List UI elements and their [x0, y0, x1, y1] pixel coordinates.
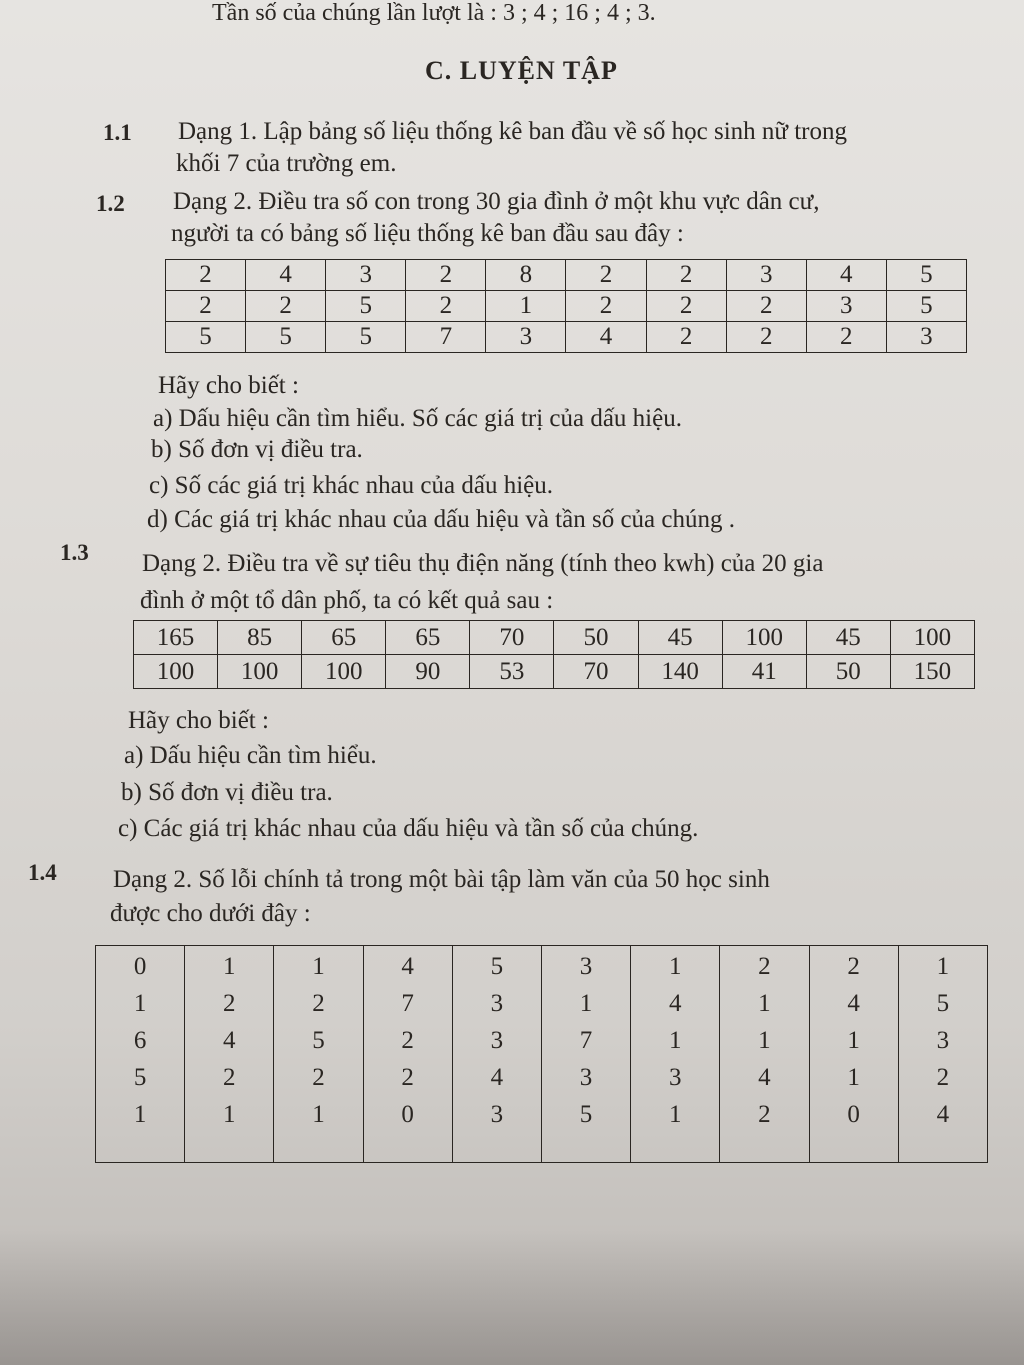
table-column-cell	[631, 946, 720, 1163]
table-cell: 3	[486, 322, 566, 353]
table-cell: 50	[806, 655, 890, 689]
table-value: 0	[133, 953, 147, 980]
table-value: 3	[579, 953, 593, 980]
table-cell: 3	[886, 322, 966, 353]
table-column-cell	[541, 946, 630, 1163]
exercise-number: 1.3	[60, 540, 89, 565]
table-cell: 3	[726, 260, 806, 291]
table-cell: 2	[166, 260, 246, 291]
table-column-cell	[363, 946, 452, 1163]
table-value: 4	[223, 1027, 236, 1054]
question-item: c) Các giá trị khác nhau của dấu hiệu và tần số của chúng.	[118, 815, 699, 842]
exercise-text: đình ở một tổ dân phố, ta có kết quả sau :	[140, 587, 554, 614]
question-item: a) Dấu hiệu cần tìm hiểu.	[124, 742, 377, 769]
exercise-text: Dạng 1. Lập bảng số liệu thống kê ban đầu về số học sinh nữ trong	[178, 118, 847, 145]
table-cell: 1	[486, 291, 566, 322]
table-value: 1	[668, 1027, 682, 1054]
table-cell: 2	[566, 291, 646, 322]
table-cell: 2	[726, 322, 806, 353]
table-cell: 100	[722, 621, 806, 655]
exercise-number: 1.2	[96, 191, 125, 216]
table-value: 1	[133, 1101, 147, 1128]
exercise-text: người ta có bảng số liệu thống kê ban đầu sau đây :	[171, 220, 684, 247]
table-value: 5	[312, 1027, 325, 1054]
table-cell: 2	[406, 260, 486, 291]
table-cell: 50	[554, 621, 638, 655]
table-value: 7	[401, 990, 414, 1017]
table-cell: 100	[134, 655, 218, 689]
table-value: 4	[668, 990, 682, 1017]
table-value: 4	[936, 1101, 950, 1128]
table-value: 1	[847, 1064, 860, 1091]
children-count-table	[165, 259, 967, 353]
table-value: 1	[758, 990, 771, 1017]
table-cell: 5	[326, 322, 406, 353]
question-item: b) Số đơn vị điều tra.	[121, 779, 333, 806]
table-value: 2	[312, 1064, 325, 1091]
table-cell: 90	[386, 655, 470, 689]
table-column-cell	[452, 946, 541, 1163]
exercise-text: khối 7 của trường em.	[176, 150, 397, 177]
table-cell: 2	[806, 322, 886, 353]
table-value: 2	[223, 990, 236, 1017]
table-cell: 45	[638, 621, 722, 655]
table-value: 5	[936, 990, 950, 1017]
table-value: 0	[847, 1101, 860, 1128]
table-cell: 100	[890, 621, 974, 655]
exercise-text: được cho dưới đây :	[110, 900, 311, 927]
table-cell: 5	[886, 260, 966, 291]
table-cell: 3	[326, 260, 406, 291]
table-value: 1	[223, 953, 236, 980]
table-value: 5	[490, 953, 504, 980]
table-value: 4	[847, 990, 860, 1017]
table-value: 1	[668, 1101, 682, 1128]
question-item: d) Các giá trị khác nhau của dấu hiệu và tần số của chúng .	[147, 506, 735, 533]
table-value: 4	[490, 1064, 504, 1091]
table-value: 3	[490, 1027, 504, 1054]
table-cell: 70	[554, 655, 638, 689]
electricity-table	[133, 620, 975, 689]
table-cell: 65	[386, 621, 470, 655]
table-cell: 65	[302, 621, 386, 655]
table-row	[134, 621, 975, 655]
table-row	[134, 655, 975, 689]
table-value: 1	[312, 1101, 325, 1128]
table-column-cell	[720, 946, 809, 1163]
table-cell: 4	[566, 322, 646, 353]
table-value: 3	[936, 1027, 950, 1054]
question-prompt: Hãy cho biết :	[128, 707, 269, 734]
table-value: 2	[401, 1064, 414, 1091]
table-cell: 7	[406, 322, 486, 353]
table-column-cell	[96, 946, 185, 1163]
table-value: 2	[847, 953, 860, 980]
table-value: 1	[579, 990, 593, 1017]
table-cell: 2	[166, 291, 246, 322]
table-cell: 8	[486, 260, 566, 291]
table-row	[166, 260, 967, 291]
table-value: 3	[668, 1064, 682, 1091]
table-cell: 5	[326, 291, 406, 322]
table-cell: 165	[134, 621, 218, 655]
table-cell: 4	[806, 260, 886, 291]
table-value: 2	[401, 1027, 414, 1054]
table-column-cell	[809, 946, 898, 1163]
table-value: 1	[223, 1101, 236, 1128]
exercise-text: Dạng 2. Điều tra về sự tiêu thụ điện năng (tính theo kwh) của 20 gia	[142, 550, 824, 577]
table-value: 4	[758, 1064, 771, 1091]
table-cell: 53	[470, 655, 554, 689]
spelling-errors-table	[95, 945, 988, 1163]
table-cell: 2	[646, 322, 726, 353]
table-value: 5	[579, 1101, 593, 1128]
table-value: 7	[579, 1027, 593, 1054]
table-value: 3	[579, 1064, 593, 1091]
table-cell: 140	[638, 655, 722, 689]
table-value: 2	[758, 1101, 771, 1128]
table-cell: 85	[218, 621, 302, 655]
question-item: b) Số đơn vị điều tra.	[151, 436, 363, 463]
table-column-cell	[898, 946, 987, 1163]
table-cell: 5	[886, 291, 966, 322]
table-row	[166, 322, 967, 353]
table-value: 5	[133, 1064, 147, 1091]
table-cell: 2	[406, 291, 486, 322]
table-cell: 5	[166, 322, 246, 353]
table-cell: 70	[470, 621, 554, 655]
exercise-number: 1.1	[103, 120, 132, 145]
table-cell: 2	[646, 291, 726, 322]
exercise-text: Dạng 2. Số lỗi chính tả trong một bài tập làm văn của 50 học sinh	[113, 866, 770, 893]
table-value: 3	[490, 990, 504, 1017]
table-value: 2	[312, 990, 325, 1017]
table-value: 3	[490, 1101, 504, 1128]
table-cell: 5	[246, 322, 326, 353]
table-cell: 2	[726, 291, 806, 322]
table-cell: 45	[806, 621, 890, 655]
table-value: 4	[401, 953, 414, 980]
table-row	[166, 291, 967, 322]
table-cell: 2	[246, 291, 326, 322]
table-cell: 3	[806, 291, 886, 322]
section-title: C. LUYỆN TẬP	[425, 56, 618, 85]
table-cell: 41	[722, 655, 806, 689]
table-cell: 4	[246, 260, 326, 291]
table-value: 2	[936, 1064, 950, 1091]
table-value: 0	[401, 1101, 414, 1128]
table-column-cell	[185, 946, 274, 1163]
table-cell: 100	[302, 655, 386, 689]
table-cell: 2	[646, 260, 726, 291]
table-value: 1	[936, 953, 950, 980]
table-cell: 150	[890, 655, 974, 689]
page-shadow	[0, 1230, 1024, 1365]
table-value: 1	[668, 953, 682, 980]
frequency-line: Tần số của chúng lần lượt là : 3 ; 4 ; 16 ; 4 ; 3.	[212, 0, 656, 26]
exercise-number: 1.4	[28, 860, 57, 885]
question-item: a) Dấu hiệu cần tìm hiểu. Số các giá trị của dấu hiệu.	[153, 405, 682, 432]
exercise-text: Dạng 2. Điều tra số con trong 30 gia đình ở một khu vực dân cư,	[173, 188, 820, 215]
table-value: 1	[758, 1027, 771, 1054]
table-column-cell	[274, 946, 363, 1163]
table-value: 1	[312, 953, 325, 980]
table-value: 1	[133, 990, 147, 1017]
table-value: 2	[758, 953, 771, 980]
table-value: 6	[133, 1027, 147, 1054]
question-item: c) Số các giá trị khác nhau của dấu hiệu.	[149, 472, 553, 499]
question-prompt: Hãy cho biết :	[158, 372, 299, 399]
table-value: 2	[223, 1064, 236, 1091]
table-cell: 2	[566, 260, 646, 291]
table-cell: 100	[218, 655, 302, 689]
table-value: 1	[847, 1027, 860, 1054]
